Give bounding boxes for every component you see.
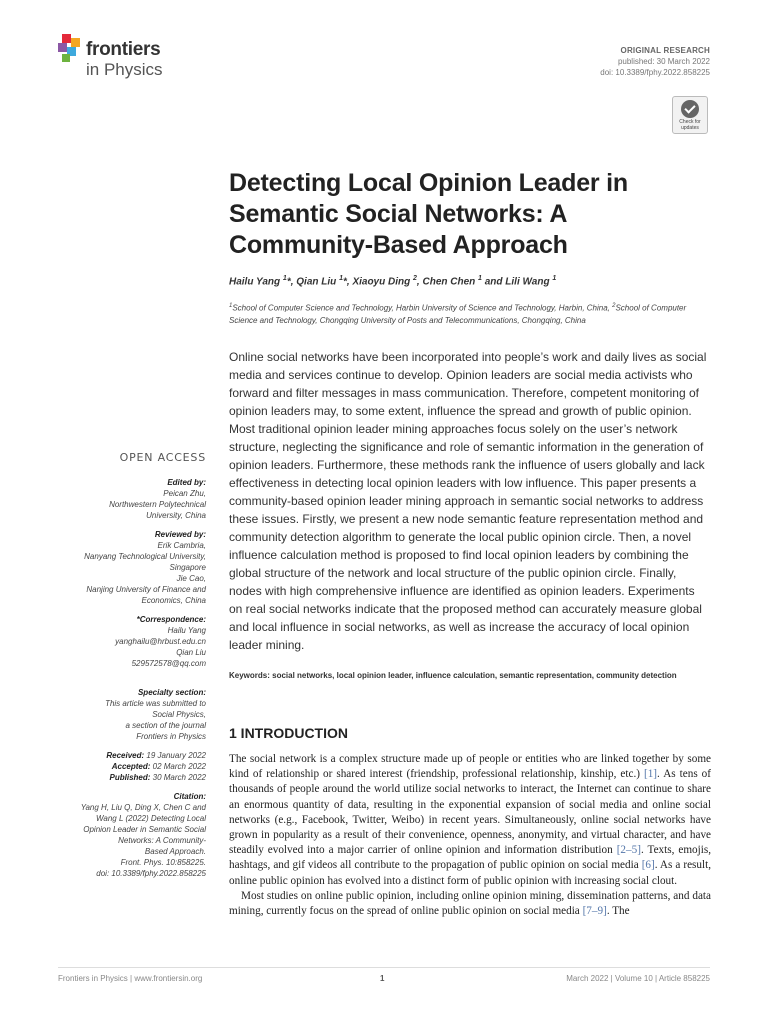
- journal-name-line1: frontiers: [86, 39, 161, 60]
- text-run: . As a result, online public opinion has evolved into a distinct form of public opinion with increasing social clout.: [229, 859, 711, 887]
- author-affiliation-sup: 1: [282, 275, 287, 282]
- correspondence-label: *Correspondence:: [136, 615, 206, 624]
- received-date: [60, 750, 206, 761]
- affiliation-2: School of Computer Science and Technology, Chongqing University of Posts and Telecommunications, Chongqing, China: [229, 303, 687, 325]
- correspondent-email[interactable]: 529572578@qq.com: [131, 659, 206, 668]
- section-heading: 1 INTRODUCTION: [229, 725, 348, 741]
- published-date-sidebar: [60, 772, 206, 783]
- text-run: . Texts, emojis, hashtags, and gif videos all contribute to the propagation of public opinion on social media: [229, 844, 711, 872]
- affiliation-sup: 2: [612, 303, 616, 309]
- reviewer-line: Singapore: [169, 563, 206, 572]
- doi-link[interactable]: doi: 10.3389/fphy.2022.858225: [600, 68, 710, 77]
- specialty-line: Frontiers in Physics: [136, 732, 206, 741]
- author-name[interactable]: Lili Wang: [505, 276, 550, 288]
- paragraph: [229, 889, 711, 919]
- author-name[interactable]: Qian Liu: [296, 276, 337, 288]
- text-run: The social network is a complex structure made up of people or entities who are linked together by some kind of relationship or shared interest (friendship, professional relationship, kinship, etc.): [229, 753, 711, 781]
- affiliations: [229, 300, 714, 327]
- accepted-label: Accepted:: [111, 762, 151, 771]
- article-title: Detecting Local Opinion Leader in Semantic Social Networks: A Community-Based Approach: [229, 169, 629, 259]
- specialty-section-label: Specialty section:: [137, 688, 206, 697]
- correspondent-name: Hailu Yang: [167, 626, 206, 635]
- citation-line: Based Approach.: [144, 847, 206, 856]
- affiliation-sup: 1: [229, 303, 233, 309]
- citation-line: Front. Phys. 10:858225.: [120, 858, 206, 867]
- citation-line: Opinion Leader in Semantic Social: [83, 825, 206, 834]
- paragraph: [229, 752, 711, 889]
- published-label: Published:: [109, 773, 151, 782]
- reviewer-line: Erik Cambria,: [157, 541, 206, 550]
- footer-issue-info: March 2022 | Volume 10 | Article 858225: [566, 974, 710, 983]
- reviewer-line: Nanjing University of Finance and: [86, 585, 206, 594]
- checkmark-icon: [681, 100, 699, 118]
- article-meta-header: [600, 45, 710, 78]
- specialty-line: This article was submitted to: [105, 699, 206, 708]
- published-date: published: 30 March 2022: [617, 57, 710, 66]
- check-updates-label: Check for updates: [679, 119, 701, 131]
- author-affiliation-sup: 1: [552, 275, 557, 282]
- affiliation-1: School of Computer Science and Technology, Harbin University of Science and Technology, Harbin, China,: [232, 303, 610, 313]
- received-label: Received:: [106, 751, 145, 760]
- specialty-section-block: [60, 687, 206, 742]
- citation-link[interactable]: [2–5]: [616, 844, 641, 857]
- frontiers-logo-icon: [58, 34, 84, 64]
- citation-link[interactable]: [1]: [643, 768, 658, 781]
- citation-line: Networks: A Community-: [118, 836, 206, 845]
- article-type: ORIGINAL RESEARCH: [620, 46, 710, 55]
- footer-divider: [58, 967, 710, 968]
- keywords-text: social networks, local opinion leader, influence calculation, semantic representation, community detection: [272, 671, 677, 680]
- citation-block: [60, 791, 206, 879]
- footer-journal-link[interactable]: Frontiers in Physics | www.frontiersin.org: [58, 974, 203, 983]
- body-text: [229, 752, 711, 919]
- published-value: 30 March 2022: [150, 773, 206, 782]
- accepted-date: [60, 761, 206, 772]
- editor-line: Peican Zhu,: [163, 489, 206, 498]
- specialty-line: Social Physics,: [152, 710, 206, 719]
- reviewer-line: Nanyang Technological University,: [84, 552, 206, 561]
- author-name[interactable]: Xiaoyu Ding: [352, 276, 411, 288]
- author-affiliation-sup: 1: [478, 275, 482, 282]
- keywords: [229, 670, 711, 682]
- accepted-value: 02 March 2022: [150, 762, 206, 771]
- received-value: 19 January 2022: [144, 751, 206, 760]
- author-name[interactable]: Hailu Yang: [229, 276, 281, 288]
- reviewer-line: Economics, China: [141, 596, 206, 605]
- citation-line: Yang H, Liu Q, Ding X, Chen C and: [80, 803, 206, 812]
- author-affiliation-sup: 1: [339, 275, 343, 282]
- edited-by-block: [60, 477, 206, 521]
- text-run: Most studies on online public opinion, including online opinion mining, dissemination patterns, and data mining, currently focus on the spread of online public opinion on social media: [229, 889, 711, 918]
- correspondence-block: [60, 614, 206, 669]
- edited-by-label: Edited by:: [167, 478, 206, 487]
- article-info-sidebar: [60, 452, 206, 887]
- keywords-label: Keywords:: [229, 671, 270, 680]
- correspondent-email[interactable]: yanghailu@hrbust.edu.cn: [115, 637, 206, 646]
- reviewer-line: Jie Cao,: [176, 574, 206, 583]
- dates-block: [60, 750, 206, 783]
- author-affiliation-sup: 2: [413, 275, 417, 282]
- citation-label: Citation:: [173, 792, 206, 801]
- citation-doi[interactable]: doi: 10.3389/fphy.2022.858225: [96, 869, 206, 878]
- editor-line: University, China: [146, 511, 206, 520]
- specialty-line: a section of the journal: [125, 721, 206, 730]
- editor-line: Northwestern Polytechnical: [109, 500, 206, 509]
- reviewed-by-label: Reviewed by:: [154, 530, 206, 539]
- check-for-updates-button[interactable]: [672, 96, 708, 134]
- text-run: . As tens of thousands of people around the world utilize social networks to interact, the Internet can continue to share an enormous quantity of data, resulting in the exponential expansion of social media and online social networks (e.g., Facebook, Twitter, Weibo) in recent years. Simultaneously, online social networks have grown in popularity as a result of their convenience, openness, anonymity, and virtual character, and have steadily evolved into a major carrier of online opinion and information distribution: [229, 768, 711, 857]
- corresponding-mark: *: [286, 276, 291, 288]
- correspondent-name: Qian Liu: [176, 648, 206, 657]
- text-run: . The: [606, 905, 630, 918]
- author-list: Hailu Yang $^1$*, Qian Liu $^1$*, Xiaoyu Ding $^2$, Chen Chen $^1$ and Lili Wang $^1$: [229, 275, 557, 288]
- journal-logo[interactable]: [58, 34, 188, 80]
- open-access-label: OPEN ACCESS: [119, 451, 206, 464]
- page-number: 1: [380, 974, 385, 983]
- corresponding-mark: *: [342, 276, 347, 288]
- citation-link[interactable]: [7–9]: [582, 905, 607, 918]
- author-name[interactable]: Chen Chen: [422, 276, 476, 288]
- citation-line: Wang L (2022) Detecting Local: [96, 814, 206, 823]
- journal-name-line2: in Physics: [86, 60, 163, 79]
- reviewed-by-block: [60, 529, 206, 606]
- abstract: Online social networks have been incorporated into people’s work and daily lives as social media and services continue to develop. Opinion leaders are social media activists who forward and filter messages in mass communication. Therefore, competent monitoring of opinion leaders may, to some extent, influence the spread and growth of public opinion. Most traditional opinion leader mining approaches focus solely on the user’s network structure, neglecting the significance and role of semantic information in the generation of opinion leaders. Furthermore, these methods rank the influence of users globally and lack effectiveness in detecting local opinion leaders with low influence. This paper presents a community-based opinion leader mining approach in semantic social networks to address these issues. Firstly, we present a new node semantic feature representation method and community detection algorithm to generate the local public opinion circle. Then, a novel influence calculation method is proposed to find local opinion leaders by combining the global structure of the network and local structure of the public opinion circle. Finally, nodes with high comprehensive influence are identified as opinion leaders. Experiments on real social networks indicate that the proposed method can accurately measure global and local influence in social networks, as well as increase the accuracy of local opinion leader mining.: [229, 350, 707, 652]
- citation-link[interactable]: [6]: [641, 859, 655, 872]
